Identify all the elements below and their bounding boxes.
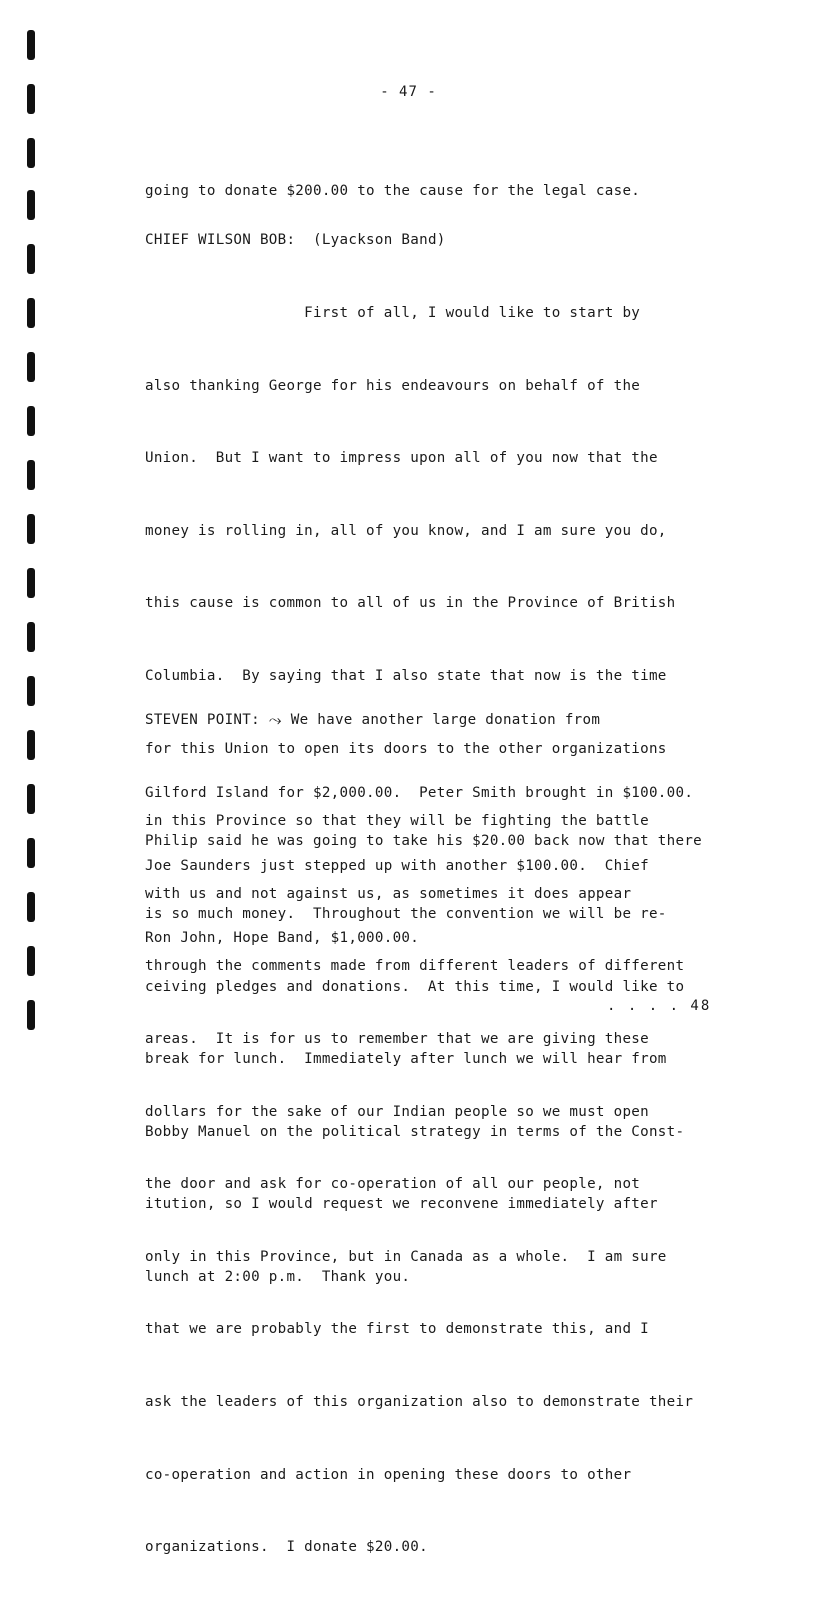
speaker-line <box>145 228 765 252</box>
text-line: We have another large donation from <box>290 712 601 729</box>
binder-margin <box>20 0 40 1056</box>
text-line: is so much money. Throughout the convention we will be re- <box>145 906 667 922</box>
text-line: for this Union to open its doors to the other organizations <box>145 740 667 757</box>
binder-hole-mark <box>27 946 35 976</box>
text-line: co-operation and action in opening these doors to other <box>145 1466 632 1483</box>
text-line: Union. But I want to impress upon all of you now that the <box>145 450 658 467</box>
speaker-name: CHIEF WILSON BOB: <box>145 232 296 249</box>
text-line: lunch at 2:00 p.m. Thank you. <box>145 1268 411 1285</box>
text-line: ask the leaders of this organization also to demonstrate their <box>145 1393 694 1410</box>
text-line: Columbia. By saying that I also state that now is the time <box>145 667 667 684</box>
speaker-name: STEVEN POINT: <box>145 712 260 729</box>
text-line: the door and ask for co-operation of all our people, not <box>145 1176 641 1193</box>
text-line: First of all, I would like to start by <box>145 305 641 321</box>
binder-hole-mark <box>27 30 35 60</box>
page-number: - 47 - <box>380 84 437 100</box>
paragraph-4 <box>145 781 765 1338</box>
handwritten-arrow-icon: ⤳ <box>268 710 282 730</box>
binder-hole-mark <box>27 138 35 168</box>
text-line: break for lunch. Immediately after lunch we will hear from <box>145 1051 667 1068</box>
text-line: in this Province so that they will be fighting the battle <box>145 813 649 830</box>
binder-hole-mark <box>27 892 35 922</box>
text-line: Philip said he was going to take his $20.00 back now that there <box>145 833 703 850</box>
binder-hole-mark <box>27 460 35 490</box>
binder-hole-mark <box>27 514 35 544</box>
speaker-line <box>145 708 765 732</box>
text-line: Bobby Manuel on the political strategy in terms of the Const- <box>145 1123 685 1140</box>
binder-hole-mark <box>27 352 35 382</box>
text-line: that we are probably the first to demonstrate this, and I <box>145 1321 649 1338</box>
binder-hole-mark <box>27 406 35 436</box>
text-line: also thanking George for his endeavours on behalf of the <box>145 377 641 394</box>
text-line: ceiving pledges and donations. At this time, I would like to <box>145 978 685 995</box>
text-line: itution, so I would request we reconvene immediately after <box>145 1196 658 1213</box>
binder-hole-mark <box>27 568 35 598</box>
text-line: this cause is common to all of us in the Province of British <box>145 595 676 612</box>
text-line: Ron John, Hope Band, $1,000.00. <box>145 930 420 947</box>
text-line: only in this Province, but in Canada as a whole. I am sure <box>145 1248 667 1265</box>
text-line: dollars for the sake of our Indian people so we must open <box>145 1103 649 1120</box>
text-line: organizations. I donate $20.00. <box>145 1539 428 1556</box>
binder-hole-mark <box>27 244 35 274</box>
binder-hole-mark <box>27 190 35 220</box>
text-line: areas. It is for us to remember that we are giving these <box>145 1030 649 1047</box>
text-line: Joe Saunders just stepped up with another $100.00. Chief <box>145 857 649 874</box>
speaker-affiliation: (Lyackson Band) <box>313 232 446 249</box>
text-line: Gilford Island for $2,000.00. Peter Smith brought in $100.00. <box>145 785 694 801</box>
binder-hole-mark <box>27 676 35 706</box>
binder-hole-mark <box>27 622 35 652</box>
next-page-indicator: . . . . 48 <box>607 998 712 1014</box>
binder-hole-mark <box>27 730 35 760</box>
text-line: going to donate $200.00 to the cause for the legal case. <box>145 183 641 200</box>
text-line: through the comments made from different leaders of different <box>145 958 685 975</box>
binder-hole-mark <box>27 1000 35 1030</box>
text-line: with us and not against us, as sometimes it does appear <box>145 885 632 902</box>
binder-hole-mark <box>27 784 35 814</box>
text-line: money is rolling in, all of you know, and I am sure you do, <box>145 522 667 539</box>
binder-hole-mark <box>27 838 35 868</box>
binder-hole-mark <box>27 298 35 328</box>
